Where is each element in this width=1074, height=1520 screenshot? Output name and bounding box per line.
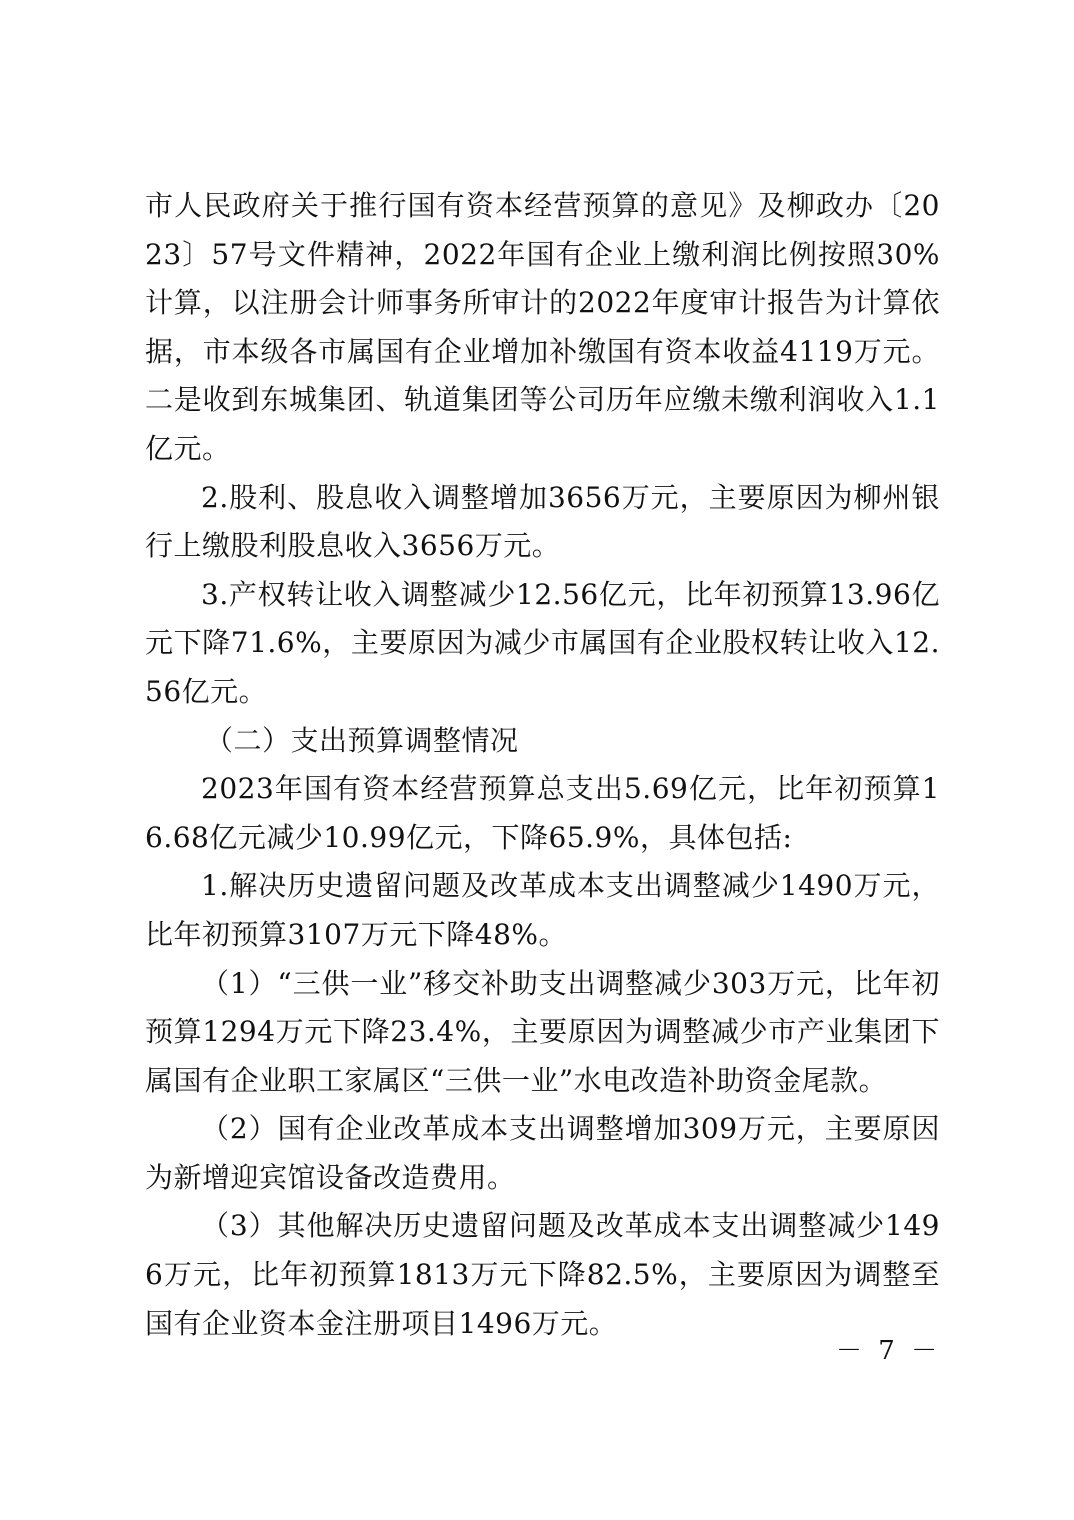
paragraph-total-expenditure: 2023年国有资本经营预算总支出5.69亿元，比年初预算16.68亿元减少10.99亿元，下降65.9%，具体包括:: [145, 772, 940, 854]
section-heading-expenditure: （二）支出预算调整情况: [205, 723, 519, 757]
paragraph-property-transfer-income: 3.产权转让收入调整减少12.56亿元，比年初预算13.96亿元下降71.6%，主要原因为减少市属国有企业股权转让收入12.56亿元。: [145, 577, 940, 708]
document-body: [145, 182, 940, 1348]
paragraph-item-2: （2）国有企业改革成本支出调整增加309万元，主要原因为新增迎宾馆设备改造费用。: [145, 1112, 940, 1194]
paragraph-dividend-income: 2.股利、股息收入调整增加3656万元，主要原因为柳州银行上缴股利股息收入3656万元。: [145, 480, 940, 563]
paragraph-item-3: （3）其他解决历史遗留问题及改革成本支出调整减少1496万元，比年初预算1813万元下降82.5%，主要原因为调整至国有企业资本金注册项目1496万元。: [145, 1209, 940, 1340]
paragraph-legacy-issues: 1.解决历史遗留问题及改革成本支出调整减少1490万元，比年初预算3107万元下降48%。: [145, 869, 940, 951]
paragraph-item-1: （1）“三供一业”移交补助支出调整减少303万元，比年初预算1294万元下降23.4%，主要原因为调整减少市产业集团下属国有企业职工家属区“三供一业”水电改造补助资金尾款。: [145, 966, 940, 1097]
paragraph-continuation: 市人民政府关于推行国有资本经营预算的意见》及柳政办〔2023〕57号文件精神，2022年国有企业上缴利润比例按照30%计算，以注册会计师事务所审计的2022年度审计报告为计算依据，市本级各市属国有企业增加补缴国有资本收益4119万元。二是收到东城集团、轨道集团等公司历年应缴未缴利润收入1.1亿元。: [145, 189, 940, 465]
page-number: － 7 －: [836, 1336, 942, 1366]
